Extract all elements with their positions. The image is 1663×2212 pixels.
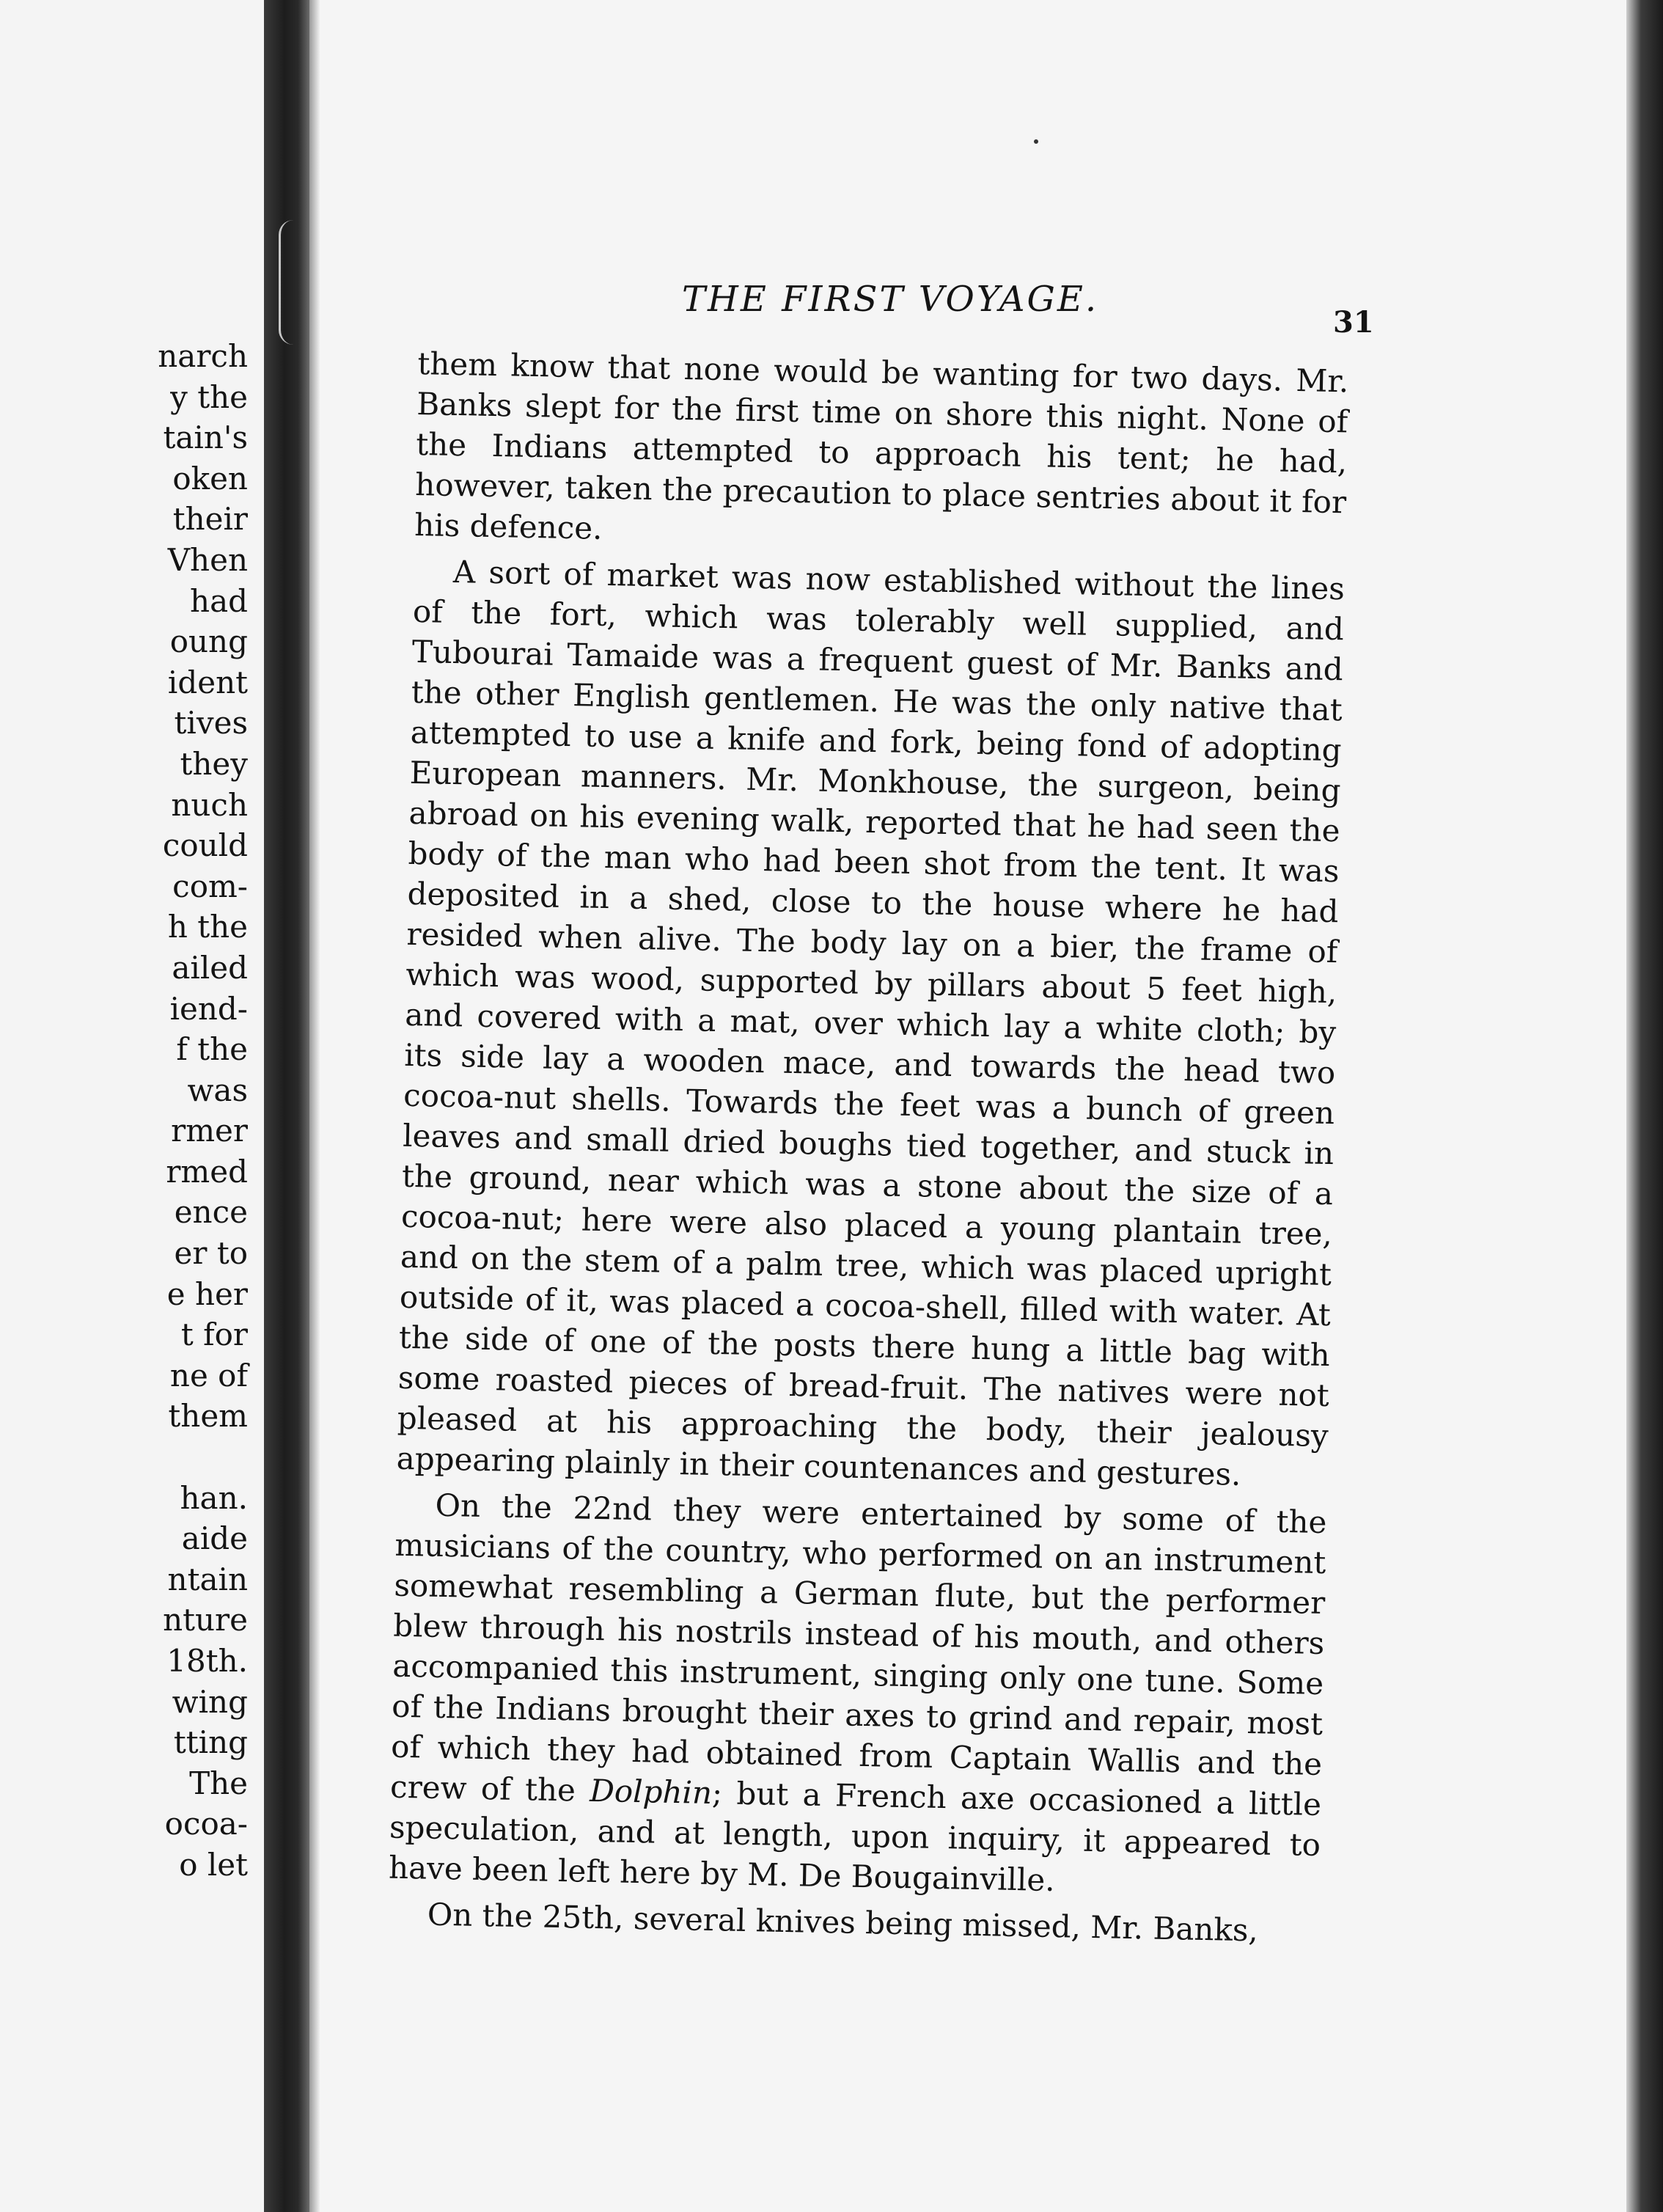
left-page-fragment: nuch (171, 786, 248, 823)
left-page-fragment: rmer (171, 1113, 248, 1149)
left-page-fragment: ence (174, 1194, 248, 1231)
left-facing-page (0, 0, 264, 2212)
left-page-fragment: wing (172, 1683, 248, 1720)
left-page-fragment: 18th. (166, 1643, 248, 1679)
left-page-fragment: aide (181, 1520, 248, 1557)
right-page-edge (1626, 0, 1663, 2212)
left-page-fragment: h the (167, 909, 248, 945)
left-page-fragment: rmed (166, 1153, 248, 1190)
left-page-fragment: iend- (169, 990, 248, 1027)
left-page-fragment: tain's (163, 420, 248, 456)
paragraph-4: On the 25th, several knives being missed, Mr. Banks, (427, 1896, 1259, 1949)
left-page-fragment: tting (173, 1724, 248, 1761)
left-page-fragment: ident (167, 664, 248, 700)
gutter-shadow (309, 0, 320, 2212)
left-page-fragment: tives (174, 705, 248, 741)
paragraph-3-text-after: ; but a French axe occasioned a little speculation, and at length, upon inquiry, it appeared to have been left here by M. De Bougainville. (388, 1775, 1322, 1899)
ship-name-italic: Dolphin (589, 1772, 713, 1812)
running-head: THE FIRST VOYAGE. (682, 279, 1099, 320)
left-page-fragment: ocoa- (164, 1806, 248, 1842)
left-page-fragment: oken (172, 460, 248, 497)
left-page-fragment: ne of (169, 1357, 248, 1394)
left-page-fragment: Vhen (167, 541, 248, 578)
left-page-fragment: was (187, 1072, 248, 1108)
left-page-fragment: han. (180, 1479, 248, 1516)
left-page-fragment: e her (166, 1275, 248, 1312)
left-page-fragment: er to (174, 1235, 248, 1272)
left-page-fragment: had (190, 582, 248, 619)
left-page-fragment: narch (158, 338, 248, 374)
left-page-fragment: t for (180, 1316, 248, 1353)
left-page-fragment: their (172, 501, 248, 538)
body-text (387, 343, 1349, 1958)
left-page-fragment: ntain (167, 1561, 248, 1597)
left-page-fragment: o let (179, 1846, 248, 1883)
left-page-fragment: they (180, 745, 248, 782)
left-page-fragment: oung (169, 623, 248, 660)
paragraph-2: A sort of market was now established without the lines of the fort, which was tolerably well supplied, and Tubourai Tamaide was a frequent guest of Mr. Banks and the other English gentlemen. He was the only native that attempted to use a knife and fork, being fond of adopting European manners. Mr. Monkhouse, the surgeon, being abroad on his evening walk, reported that he had seen the body of the man who had been shot from the tent. It was deposited in a shed, close to the house where he had resided when alive. The body lay on a bier, the frame of which was wood, supported by pillars about 5 feet high, and covered with a mat, over which lay a white cloth; by its side lay a wooden mace, and towards the head two cocoa-nut shells. Towards the feet was a bunch of green leaves and small dried boughs tied together, and stuck in the ground, near which was a stone about the size of a cocoa-nut; here were also placed a young plantain tree, and on the stem of a palm tree, which was placed upright outside of it, was placed a cocoa-shell, filled with water. At the side of one of the posts there hung a little bag with some roasted pieces of bread-fruit. The natives were not pleased at his approaching the body, their jealousy appearing plainly in their countenances and gestures. (396, 553, 1346, 1493)
paragraph-3-text-before: On the 22nd they were entertained by some of the musicians of the country, who performed on an instrument somewhat resembling a German flute, but the performer blew through his nostrils instead of his mouth, and others accompanied this instrument, singing only one tune. Some of the Indians brought their axes to grind and repair, most of which they had obtained from Captain Wallis and the crew of the (389, 1487, 1327, 1809)
left-page-fragment: The (189, 1765, 248, 1801)
paragraph-1-continued: them know that none would be wanting for two days. Mr. Banks slept for the first time on shore this night. None of the Indians attempted to approach his tent; he had, however, taken the precaution to place sentries about it for his defence. (414, 345, 1349, 546)
left-page-fragment: com- (172, 868, 248, 904)
left-page-line-fragments (0, 336, 248, 1886)
left-page-fragment: nture (163, 1602, 248, 1638)
paragraph-3 (389, 1484, 1327, 1905)
left-page-fragment: ailed (172, 949, 248, 986)
left-page-fragment: f the (176, 1031, 248, 1068)
left-page-fragment (0, 1437, 248, 1478)
scan-speck (1034, 139, 1038, 144)
page-curl-mark (279, 220, 309, 345)
page-number: 31 (1333, 305, 1374, 340)
left-page-fragment: could (162, 827, 248, 864)
left-page-fragment: y the (170, 378, 248, 415)
left-page-fragment: them (168, 1398, 248, 1435)
